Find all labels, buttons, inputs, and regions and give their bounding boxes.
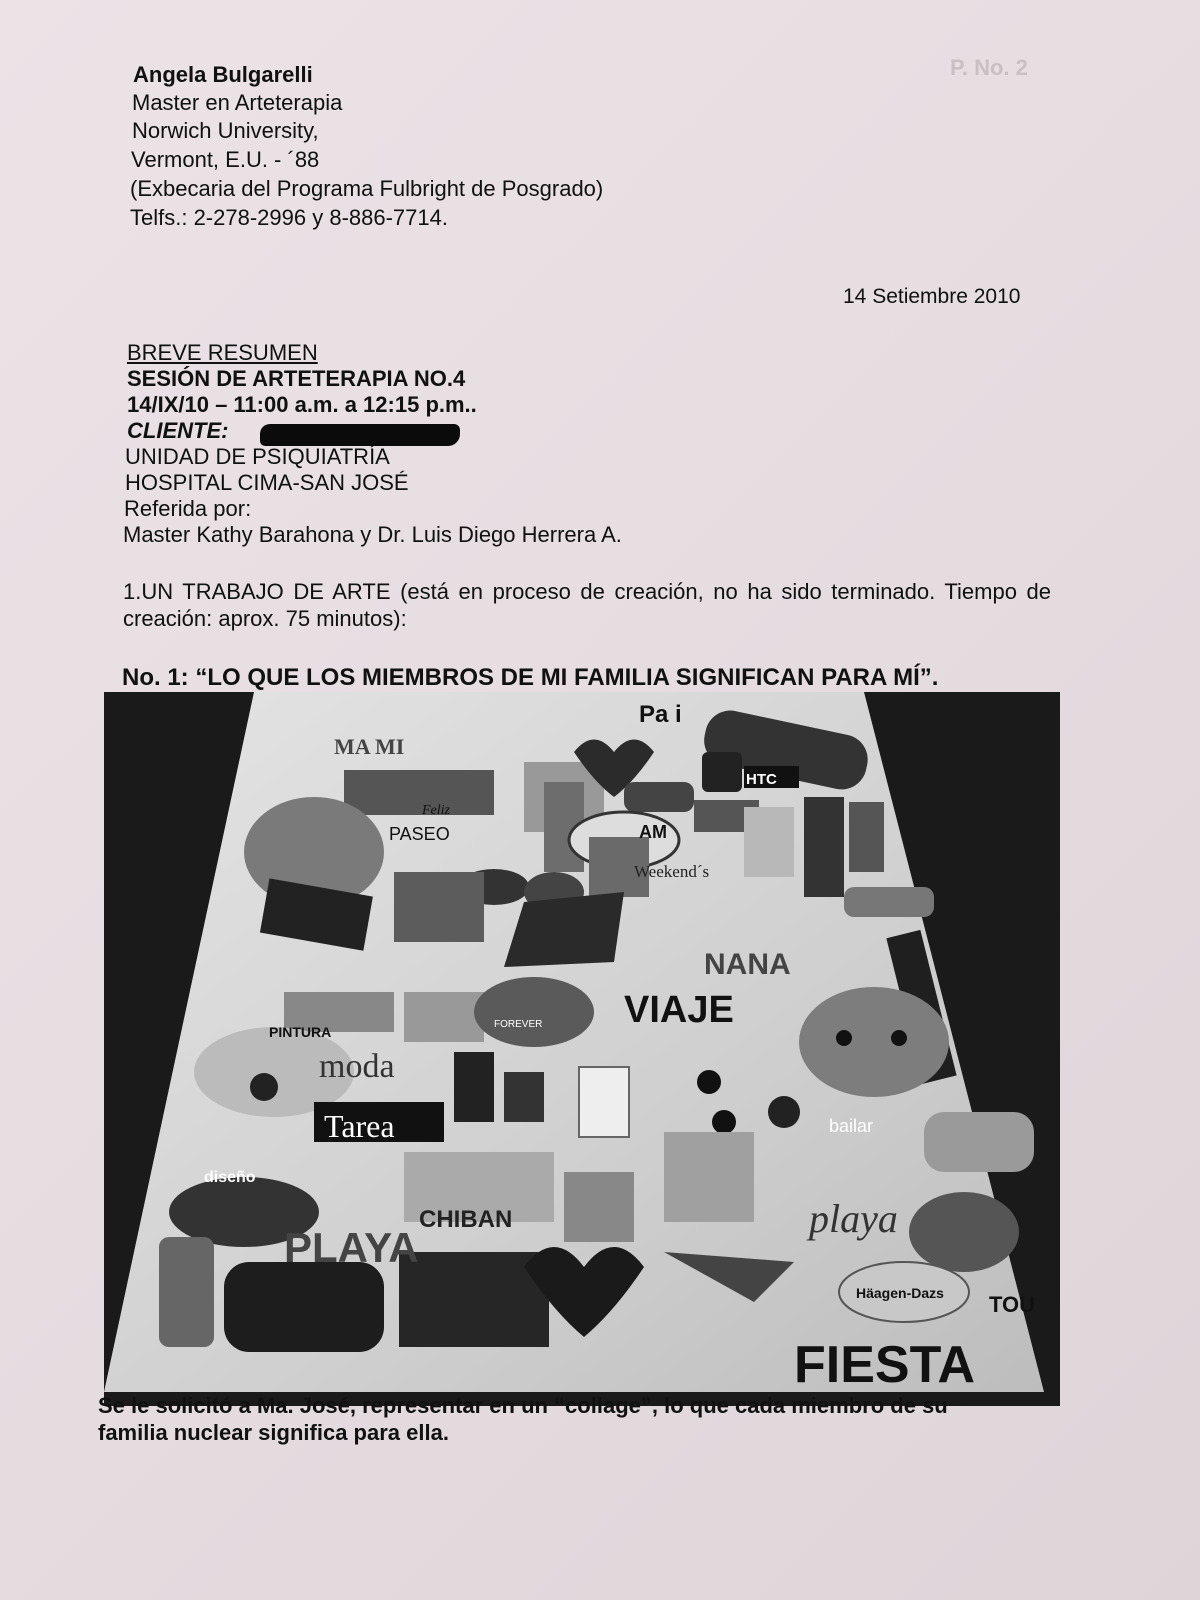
caption-line-1: Se le solicitó a Ma. José, representar en un “collage”, lo que cada miembro de su <box>98 1393 948 1418</box>
collage-word-pintura: PINTURA <box>269 1024 332 1040</box>
collage-word-tarea: Tarea <box>324 1108 395 1144</box>
session-number: SESIÓN DE ARTETERAPIA NO.4 <box>127 366 466 391</box>
collage-word-chiban: CHIBAN <box>419 1206 513 1233</box>
author-university: Norwich University, <box>132 118 319 143</box>
collage-caption <box>98 1392 948 1446</box>
collage-word-am: AM <box>639 822 667 842</box>
psychiatry-unit: UNIDAD DE PSIQUIATRÍA <box>125 444 390 469</box>
collage-word-papi: Pa i <box>639 701 682 728</box>
redaction-bar <box>260 424 460 446</box>
collage-word-moda: moda <box>319 1048 395 1085</box>
author-name: Angela Bulgarelli <box>133 62 313 87</box>
collage-photo <box>104 692 1060 1406</box>
session-time: 14/IX/10 – 11:00 a.m. a 12:15 p.m.. <box>127 392 477 417</box>
collage-word-bailar: bailar <box>829 1116 874 1136</box>
collage-word-paseo: PASEO <box>389 824 450 844</box>
collage-word-playa-script: playa <box>809 1196 898 1241</box>
referred-label: Referida por: <box>124 496 252 521</box>
collage-word-diseno: diseño <box>204 1169 256 1186</box>
referred-by: Master Kathy Barahona y Dr. Luis Diego Herrera A. <box>123 522 622 547</box>
artwork-heading: No. 1: “LO QUE LOS MIEMBROS DE MI FAMILIA SIGNIFICAN PARA MÍ”. <box>122 664 939 691</box>
client-label: CLIENTE: <box>127 418 229 443</box>
collage-word-viaje: VIAJE <box>624 989 734 1031</box>
author-phones: Telfs.: 2-278-2996 y 8-886-7714. <box>130 205 448 230</box>
collage-word-mami: MA MI <box>334 734 405 759</box>
collage-word-htc: HTC <box>746 771 777 788</box>
collage-word-tour: TOU <box>989 1292 1036 1317</box>
hospital-name: HOSPITAL CIMA-SAN JOSÉ <box>125 470 409 495</box>
author-fellowship: (Exbecaria del Programa Fulbright de Posgrado) <box>130 176 604 201</box>
document-date: 14 Setiembre 2010 <box>843 285 1021 308</box>
collage-word-weekends: Weekend´s <box>634 862 710 881</box>
collage-word-nana: NANA <box>704 948 791 981</box>
author-degree: Master en Arteterapia <box>132 90 343 115</box>
artwork-intro: 1.UN TRABAJO DE ARTE (está en proceso de creación, no ha sido terminado. Tiempo de creación: aprox. 75 minutos): <box>123 579 1051 631</box>
caption-line-2: familia nuclear significa para ella. <box>98 1420 449 1445</box>
collage-word-haagen: Häagen-Dazs <box>856 1285 944 1301</box>
collage-word-forever: FOREVER <box>494 1019 543 1030</box>
collage-word-feliz: Feliz <box>422 803 450 818</box>
author-location: Vermont, E.U. - ´88 <box>131 147 320 172</box>
collage-word-playa-upper: PLAYA <box>284 1224 419 1271</box>
collage-word-fiesta: FIESTA <box>794 1336 976 1394</box>
summary-title: BREVE RESUMEN <box>127 340 318 365</box>
page-number-bleed: P. No. 2 <box>950 55 1028 80</box>
